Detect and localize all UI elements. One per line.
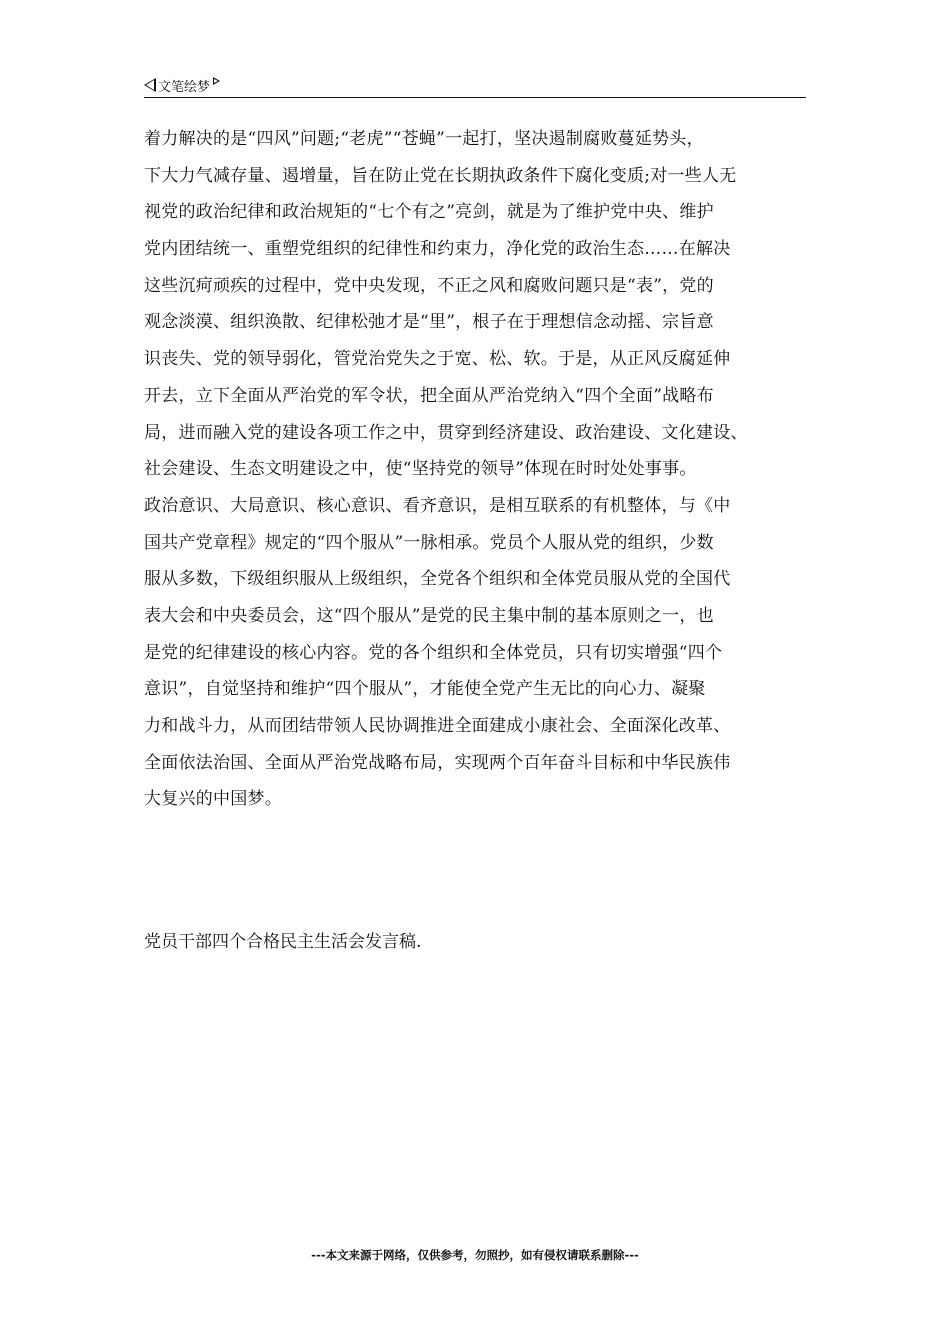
text-line: 局，进而融入党的建设各项工作之中，贯穿到经济建设、政治建设、文化建设、 — [144, 422, 748, 443]
text-line: 下大力气减存量、遏增量，旨在防止党在长期执政条件下腐化变质;对一些人无 — [144, 165, 737, 186]
triangle-right-icon — [213, 77, 220, 85]
text-line: 党内团结统一、重塑党组织的纪律性和约束力，净化党的政治生态……在解决 — [144, 239, 731, 260]
text-line: 着力解决的是“四风”问题;“老虎”“苍蝇”一起打，坚决遏制腐败蔓延势头， — [144, 129, 704, 149]
footer-disclaimer: ---本文来源于网络，仅供参考，勿照抄，如有侵权请联系删除--- — [311, 1248, 639, 1262]
text-line: 开去，立下全面从严治党的军令状，把全面从严治党纳入“四个全面”战略布 — [144, 385, 714, 406]
text-line: 视党的政治纪律和政治规矩的“七个有之”亮剑，就是为了维护党中央、维护 — [144, 202, 714, 223]
header-title: 文笔绘梦 — [158, 79, 211, 95]
text-line: 识丧失、党的领导弱化，管党治党失之于宽、松、软。于是，从正风反腐延伸 — [144, 349, 731, 370]
text-line: 这些沉疴顽疾的过程中，党中央发现，不正之风和腐败问题只是“表”，党的 — [144, 275, 714, 296]
text-line: 观念淡漠、组织涣散、纪律松弛才是“里”，根子在于理想信念动摇、宗旨意 — [144, 312, 714, 333]
text-line: 全面依法治国、全面从严治党战略布局，实现两个百年奋斗目标和中华民族伟 — [144, 752, 731, 773]
text-line: 力和战斗力，从而团结带领人民协调推进全面建成小康社会、全面深化改革、 — [144, 716, 731, 736]
text-line: 政治意识、大局意识、核心意识、看齐意识，是相互联系的有机整体，与《中 — [144, 495, 731, 516]
text-line: 意识”，自觉坚持和维护“四个服从”，才能使全党产生无比的向心力、凝聚 — [144, 679, 706, 700]
triangle-left-icon — [144, 78, 156, 92]
document-title: 党员干部四个合格民主生活会发言稿. — [144, 932, 422, 952]
text-line: 表大会和中央委员会，这“四个服从”是党的民主集中制的基本原则之一，也 — [144, 605, 714, 626]
text-line: 社会建设、生态文明建设之中，使“坚持党的领导”体现在时时处处事事。 — [144, 459, 697, 480]
page-header — [144, 74, 220, 96]
text-line: 服从多数，下级组织服从上级组织，全党各个组织和全体党员服从党的全国代 — [144, 569, 731, 590]
body-text — [144, 121, 808, 818]
text-line: 国共产党章程》规定的“四个服从”一脉相承。党员个人服从党的组织，少数 — [144, 532, 714, 553]
text-line: 是党的纪律建设的核心内容。党的各个组织和全体党员，只有切实增强“四个 — [144, 642, 723, 663]
header-divider — [144, 97, 806, 98]
text-line: 大复兴的中国梦。 — [144, 789, 282, 810]
